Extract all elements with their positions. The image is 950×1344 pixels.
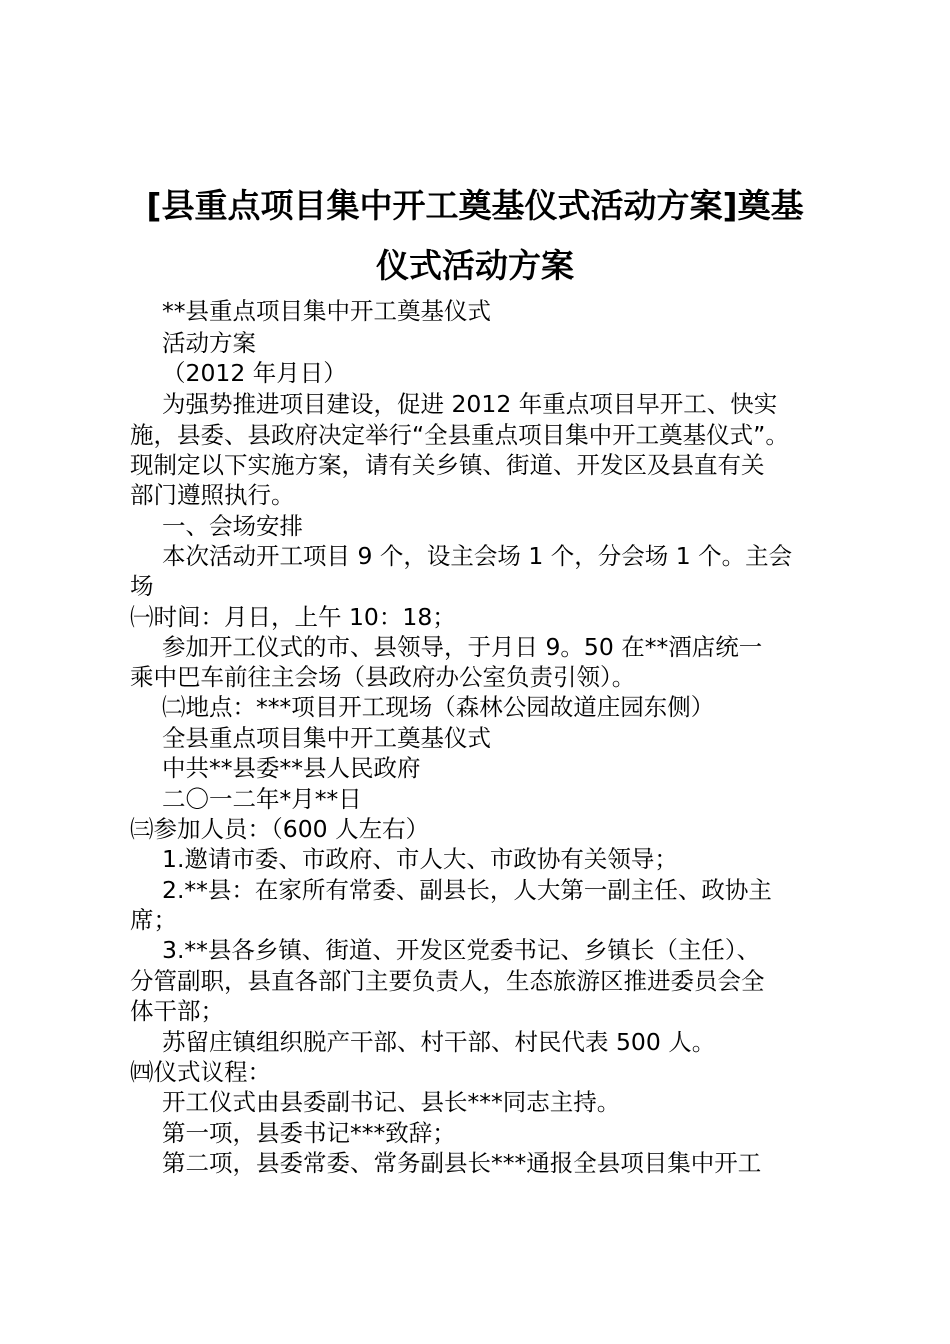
section-heading: 一、会场安排 xyxy=(162,512,303,540)
paragraph-line: 第一项，县委书记***致辞； xyxy=(162,1119,456,1147)
paragraph-line: 苏留庄镇组织脱产干部、村干部、村民代表 500 人。 xyxy=(162,1028,716,1056)
document-title-line-1: [县重点项目集中开工奠基仪式活动方案]奠基 xyxy=(146,186,804,225)
paragraph-line: 为强势推进项目建设，促进 2012 年重点项目早开工、快实 xyxy=(162,390,778,418)
paragraph-line: 第二项，县委常委、常务副县长***通报全县项目集中开工 xyxy=(162,1149,762,1177)
paragraph-line: 二〇一二年*月**日 xyxy=(162,785,362,813)
paragraph-line: ㈠时间：月日，上午 10：18； xyxy=(130,603,456,631)
paragraph-line: 2.**县：在家所有常委、副县长，人大第一副主任、政协主 xyxy=(162,876,772,904)
paragraph-line: 分管副职，县直各部门主要负责人，生态旅游区推进委员会全 xyxy=(130,967,765,995)
paragraph-line: 场 xyxy=(130,572,154,600)
paragraph-line: 活动方案 xyxy=(162,329,256,357)
paragraph-line: 1.邀请市委、市政府、市人大、市政协有关领导； xyxy=(162,845,678,873)
paragraph-line: 本次活动开工项目 9 个，设主会场 1 个，分会场 1 个。主会 xyxy=(162,542,793,570)
paragraph-line: 全县重点项目集中开工奠基仪式 xyxy=(162,724,491,752)
paragraph-line: （2012 年月日） xyxy=(162,359,347,387)
paragraph-line: 部门遵照执行。 xyxy=(130,481,295,509)
paragraph-line: 乘中巴车前往主会场（县政府办公室负责引领）。 xyxy=(130,663,636,691)
paragraph-line: 施，县委、县政府决定举行“全县重点项目集中开工奠基仪式”。 xyxy=(130,421,789,449)
paragraph-line: 开工仪式由县委副书记、县长***同志主持。 xyxy=(162,1088,621,1116)
paragraph-line: 3.**县各乡镇、街道、开发区党委书记、乡镇长（主任）、 xyxy=(162,936,761,964)
paragraph-line: **县重点项目集中开工奠基仪式 xyxy=(162,297,491,325)
paragraph-line: 席； xyxy=(130,906,177,934)
paragraph-line: 现制定以下实施方案，请有关乡镇、街道、开发区及县直有关 xyxy=(130,451,765,479)
paragraph-line: 参加开工仪式的市、县领导，于月日 9。50 在**酒店统一 xyxy=(162,633,763,661)
document-title-line-2: 仪式活动方案 xyxy=(376,246,574,285)
paragraph-line: ㈣仪式议程： xyxy=(130,1058,271,1086)
paragraph-line: 体干部； xyxy=(130,997,224,1025)
paragraph-line: ㈡地点：***项目开工现场（森林公园故道庄园东侧） xyxy=(162,693,715,721)
paragraph-line: 中共**县委**县人民政府 xyxy=(162,754,421,782)
paragraph-line: ㈢参加人员：（600 人左右） xyxy=(130,815,430,843)
